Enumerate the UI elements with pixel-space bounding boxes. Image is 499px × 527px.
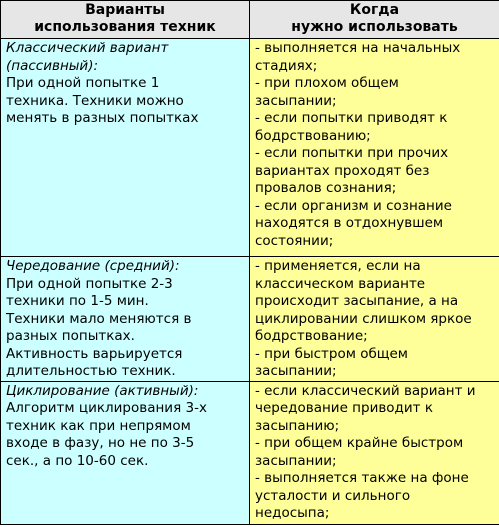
- variant-title: Классический вариант: [6, 40, 169, 56]
- variant-text-line: При одной попытке 1: [6, 75, 160, 91]
- usage-line: засыпании;: [255, 363, 337, 379]
- table-row-classic: [1, 39, 499, 257]
- variant-text-line: длительностью техник.: [6, 363, 176, 379]
- header-row: [1, 1, 499, 39]
- usage-line: бодрствование;: [255, 328, 368, 344]
- header-col1-line: использования техник: [34, 19, 216, 35]
- usage-line: недосыпа;: [255, 505, 330, 521]
- usage-line: - если попытки при прочих: [255, 145, 449, 161]
- header-col2-line: нужно использовать: [291, 19, 458, 35]
- variant-title: Чередование (средний):: [6, 258, 180, 274]
- variant-title: Циклирование (активный):: [6, 382, 199, 399]
- header-col2-line: Когда: [349, 2, 400, 18]
- variant-cell: [1, 39, 250, 257]
- usage-line: усталости и сильного: [255, 487, 411, 504]
- usage-line: - если попытки приводят к: [255, 110, 448, 126]
- usage-line: - при быстром общем: [255, 345, 408, 362]
- variant-text-line: Активность варьируется: [6, 345, 183, 362]
- usage-line: - если классический вариант и: [255, 382, 476, 399]
- usage-line: - если организм и сознание: [255, 197, 452, 214]
- usage-line: - выполняется также на фоне: [255, 470, 469, 486]
- usage-line: - при плохом общем: [255, 75, 399, 91]
- table-row-cycling: [1, 381, 499, 524]
- usage-cell: [250, 257, 499, 382]
- header-col-variants: [1, 1, 250, 39]
- usage-line: засыпании;: [255, 452, 337, 469]
- usage-line: происходит засыпание, а на: [255, 293, 459, 309]
- usage-line: засыпанию;: [255, 417, 340, 434]
- header-col1-line: Варианты: [85, 2, 165, 18]
- table-row-alternation: [1, 257, 499, 382]
- usage-line: - применяется, если на: [255, 258, 421, 274]
- variant-text-line: входе в фазу, но не по 3-5: [6, 435, 195, 451]
- usage-line: циклировании слишком яркое: [255, 310, 472, 327]
- usage-line: вариантах проходят без: [255, 162, 430, 179]
- variant-text-line: техника. Техники можно: [6, 92, 184, 109]
- usage-cell: [250, 39, 499, 257]
- usage-cell: [250, 381, 499, 524]
- usage-line: - выполняется на начальных: [255, 40, 461, 56]
- usage-line: состоянии;: [255, 232, 334, 249]
- variant-title: (пассивный):: [6, 57, 99, 74]
- variant-text-line: разных попытках.: [6, 328, 135, 344]
- usage-line: засыпании;: [255, 92, 337, 109]
- usage-line: классическом варианте: [255, 275, 426, 292]
- usage-line: бодрствованию;: [255, 127, 371, 144]
- variant-text-line: техник как при непрямом: [6, 417, 191, 434]
- variant-text-line: При одной попытке 2-3: [6, 275, 173, 292]
- header-col-when: [250, 1, 499, 39]
- variant-text-line: сек., а по 10-60 сек.: [6, 452, 149, 469]
- variant-text-line: Техники мало меняются в: [6, 310, 192, 327]
- variant-text-line: техники по 1-5 мин.: [6, 293, 149, 309]
- variant-cell: [1, 257, 250, 382]
- variant-text-line: менять в разных попытках: [6, 110, 199, 126]
- variant-cell: [1, 381, 250, 524]
- variant-text-line: Алгоритм циклирования 3-х: [6, 400, 207, 416]
- usage-line: чередование приводит к: [255, 400, 433, 416]
- usage-line: - при общем крайне быстром: [255, 435, 464, 451]
- usage-line: провалов сознания;: [255, 180, 397, 196]
- usage-line: стадиях;: [255, 57, 318, 74]
- usage-line: находятся в отдохнувшем: [255, 215, 444, 231]
